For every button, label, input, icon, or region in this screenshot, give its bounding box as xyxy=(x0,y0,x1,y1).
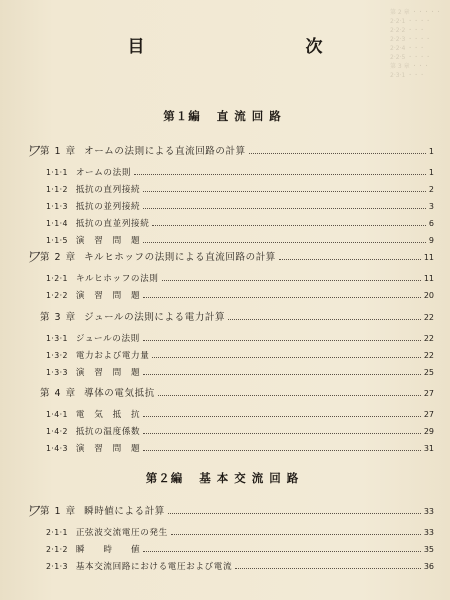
dot-leader xyxy=(143,340,421,341)
dot-leader xyxy=(134,174,426,175)
section-row[interactable] xyxy=(0,349,450,363)
page-number: 22 xyxy=(423,334,434,343)
pencil-check-mark: ワ xyxy=(25,502,41,520)
page-number: 3 xyxy=(428,202,434,211)
chapter-number: 第 2 章 xyxy=(40,252,77,263)
dot-leader xyxy=(143,242,426,243)
section-number: 1·2·1 xyxy=(46,274,68,283)
section-title: 抵抗の直並列接続 xyxy=(75,219,150,229)
page-number: 11 xyxy=(423,253,434,262)
section-title: 電力および電力量 xyxy=(75,351,150,361)
chapter-number: 第 1 章 xyxy=(40,506,77,517)
page-number: 29 xyxy=(423,427,434,436)
section-row[interactable] xyxy=(0,526,450,540)
page-number: 9 xyxy=(428,236,434,245)
dot-leader xyxy=(143,374,421,375)
dot-leader xyxy=(228,319,421,320)
section-number: 1·1·1 xyxy=(46,168,68,177)
page-number: 11 xyxy=(423,274,434,283)
part-title: 基本交流回路 xyxy=(199,471,305,485)
section-title: 抵抗の直列接続 xyxy=(75,185,141,195)
page-number: 35 xyxy=(423,545,434,554)
chapter-title: オームの法則による直流回路の計算 xyxy=(84,146,246,157)
section-number: 1·2·2 xyxy=(46,291,68,300)
page-number: 20 xyxy=(423,291,434,300)
section-title: 演 習 問 題 xyxy=(75,444,141,454)
dot-leader xyxy=(143,450,421,451)
section-number: 1·1·5 xyxy=(46,236,68,245)
part-title: 直流回路 xyxy=(216,109,287,123)
dot-leader xyxy=(171,534,421,535)
section-row[interactable] xyxy=(0,442,450,456)
section-row[interactable] xyxy=(0,332,450,346)
dot-leader xyxy=(168,513,421,514)
section-title: 抵抗の並列接続 xyxy=(75,202,141,212)
part-heading xyxy=(0,470,450,486)
page-number: 22 xyxy=(423,351,434,360)
section-title: 電 気 抵 抗 xyxy=(75,410,141,420)
page-number: 2 xyxy=(428,185,434,194)
page-number: 25 xyxy=(423,368,434,377)
section-row[interactable] xyxy=(0,166,450,180)
section-number: 1·1·3 xyxy=(46,202,68,211)
chapter-row[interactable] xyxy=(0,387,450,401)
section-number: 1·3·2 xyxy=(46,351,68,360)
section-number: 2·1·1 xyxy=(46,528,68,537)
section-row[interactable] xyxy=(0,272,450,286)
part-label: 第１編 xyxy=(163,109,201,123)
section-number: 1·4·2 xyxy=(46,427,68,436)
section-row[interactable] xyxy=(0,234,450,248)
section-number: 1·4·3 xyxy=(46,444,68,453)
chapter-row[interactable] xyxy=(0,502,450,520)
chapter-title: 導体の電気抵抗 xyxy=(84,388,155,399)
section-title: 瞬 時 値 xyxy=(75,545,141,555)
page-title: 目 次 xyxy=(127,37,395,57)
pencil-check-mark: ワ xyxy=(25,142,41,160)
section-number: 1·3·1 xyxy=(46,334,68,343)
page-number: 27 xyxy=(423,389,434,398)
section-row[interactable] xyxy=(0,200,450,214)
section-row[interactable] xyxy=(0,543,450,557)
dot-leader xyxy=(143,208,426,209)
chapter-title: ジュールの法則による電力計算 xyxy=(84,312,226,323)
section-row[interactable] xyxy=(0,425,450,439)
section-number: 1·3·3 xyxy=(46,368,68,377)
chapter-number: 第 1 章 xyxy=(40,146,77,157)
dot-leader xyxy=(235,568,421,569)
bleed-through-text: 第 2 章 ・・・・・ 2·2·1 ・・・・ 2·2·2 ・・・ 2·2·3 ・・・・ 2·2·4 ・・・ 2·2·5 ・・・・ 第 3 章 ・・・ 2·3·1 ・・・ xyxy=(390,9,442,79)
page-number: 31 xyxy=(423,444,434,453)
section-row[interactable] xyxy=(0,289,450,303)
dot-leader xyxy=(279,259,421,260)
dot-leader xyxy=(143,551,421,552)
chapter-title: キルヒホッフの法則による直流回路の計算 xyxy=(84,252,276,263)
section-number: 2·1·3 xyxy=(46,562,68,571)
section-title: 抵抗の温度係数 xyxy=(75,427,141,437)
chapter-number: 第 4 章 xyxy=(40,388,77,399)
section-title: キルヒホッフの法則 xyxy=(75,274,159,284)
chapter-row[interactable] xyxy=(0,311,450,325)
page-number: 27 xyxy=(423,410,434,419)
section-number: 1·1·4 xyxy=(46,219,68,228)
dot-leader xyxy=(152,357,420,358)
part-heading xyxy=(0,108,450,124)
dot-leader xyxy=(249,153,426,154)
dot-leader xyxy=(143,297,421,298)
dot-leader xyxy=(143,191,426,192)
section-number: 1·1·2 xyxy=(46,185,68,194)
chapter-row[interactable] xyxy=(0,142,450,160)
page-number: 36 xyxy=(423,562,434,571)
section-row[interactable] xyxy=(0,217,450,231)
section-title: オームの法則 xyxy=(75,168,132,178)
page-number: 1 xyxy=(428,147,434,156)
section-title: 正弦波交流電圧の発生 xyxy=(75,528,168,538)
section-row[interactable] xyxy=(0,183,450,197)
section-row[interactable] xyxy=(0,408,450,422)
section-row[interactable] xyxy=(0,366,450,380)
page-number: 6 xyxy=(428,219,434,228)
section-title: 基本交流回路における電圧および電流 xyxy=(75,562,233,572)
dot-leader xyxy=(143,416,421,417)
section-row[interactable] xyxy=(0,560,450,574)
dot-leader xyxy=(143,433,421,434)
page-number: 33 xyxy=(423,507,434,516)
section-number: 1·4·1 xyxy=(46,410,68,419)
section-title: 演 習 問 題 xyxy=(75,291,141,301)
dot-leader xyxy=(162,280,421,281)
page-number: 33 xyxy=(423,528,434,537)
page-number: 22 xyxy=(423,313,434,322)
page-number: 1 xyxy=(428,168,434,177)
section-number: 2·1·2 xyxy=(46,545,68,554)
chapter-row[interactable] xyxy=(0,248,450,266)
chapter-title: 瞬時値による計算 xyxy=(84,506,165,517)
dot-leader xyxy=(152,225,426,226)
section-title: 演 習 問 題 xyxy=(75,368,141,378)
dot-leader xyxy=(158,395,421,396)
chapter-number: 第 3 章 xyxy=(40,312,77,323)
section-title: ジュールの法則 xyxy=(75,334,140,344)
pencil-check-mark: ワ xyxy=(25,248,41,266)
part-label: 第２編 xyxy=(145,471,184,485)
section-title: 演 習 問 題 xyxy=(75,236,141,246)
